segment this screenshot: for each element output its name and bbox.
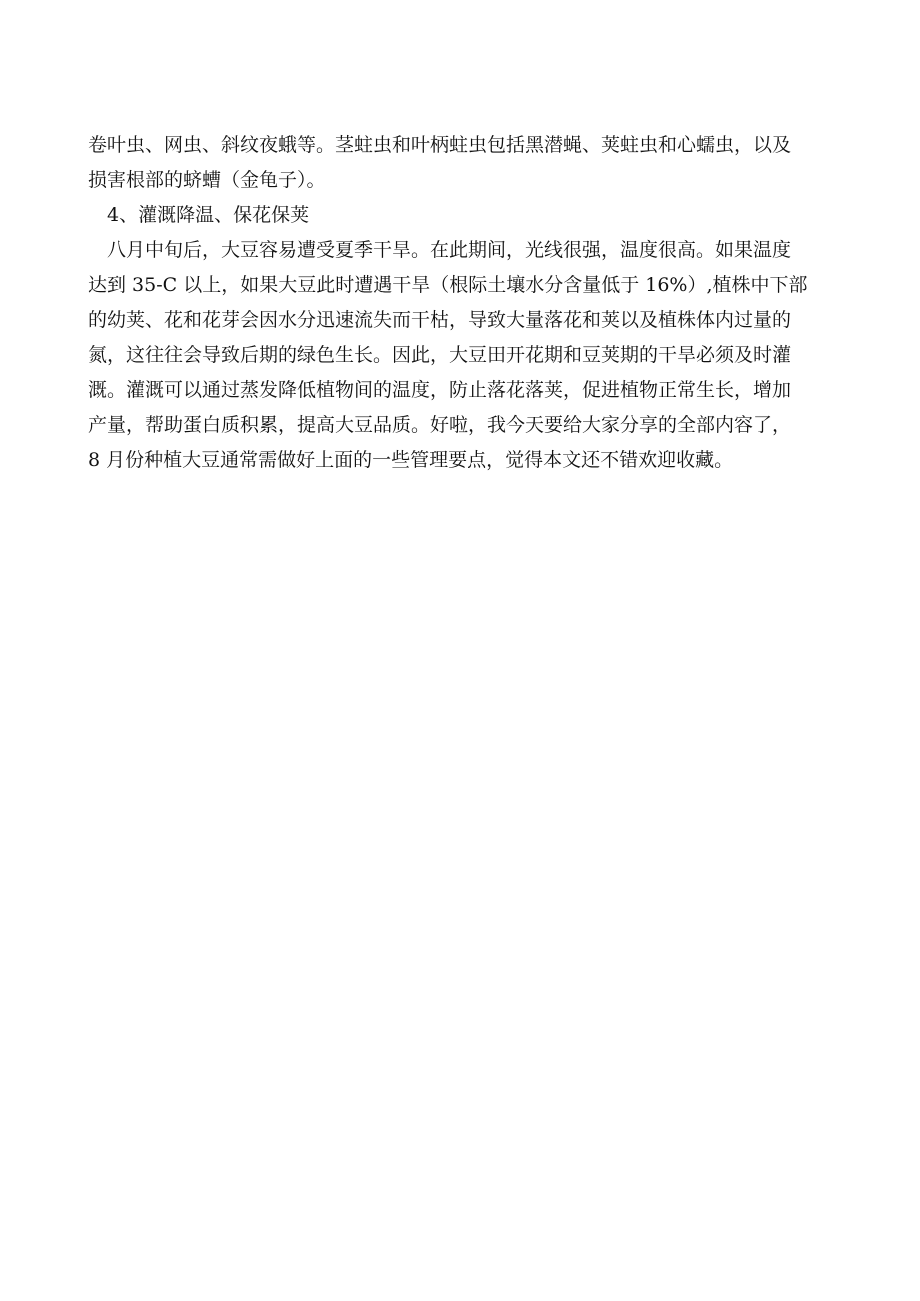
paragraph-line: 8 月份种植大豆通常需做好上面的一些管理要点，觉得本文还不错欢迎收藏。	[88, 449, 734, 471]
paragraph-line: 溉。灌溉可以通过蒸发降低植物间的温度，防止落花落荚，促进植物正常生长，增加	[88, 379, 792, 401]
paragraph-irrigation	[88, 233, 838, 478]
paragraph-line: 八月中旬后，大豆容易遭受夏季干旱。在此期间，光线很强，温度很高。如果温度	[107, 239, 792, 261]
section-heading-irrigation: 4、灌溉降温、保花保荚	[107, 204, 310, 226]
document-body	[88, 128, 838, 478]
paragraph-line: 氮，这往往会导致后期的绿色生长。因此，大豆田开花期和豆荚期的干旱必须及时灌	[88, 344, 792, 366]
paragraph-pests-continued	[88, 128, 838, 198]
paragraph-line: 损害根部的蛴螬（金龟子）。	[88, 169, 326, 191]
paragraph-line: 的幼荚、花和花芽会因水分迅速流失而干枯，导致大量落花和荚以及植株体内过量的	[88, 309, 792, 331]
paragraph-line: 达到 35-C 以上，如果大豆此时遭遇干旱（根际土壤水分含量低于 16%）,植株中下部	[88, 274, 808, 296]
paragraph-line: 卷叶虫、网虫、斜纹夜蛾等。茎蛀虫和叶柄蛀虫包括黑潜蝇、荚蛀虫和心蠕虫，以及	[88, 134, 792, 156]
paragraph-line: 产量，帮助蛋白质积累，提高大豆品质。好啦，我今天要给大家分享的全部内容了，	[88, 414, 792, 436]
